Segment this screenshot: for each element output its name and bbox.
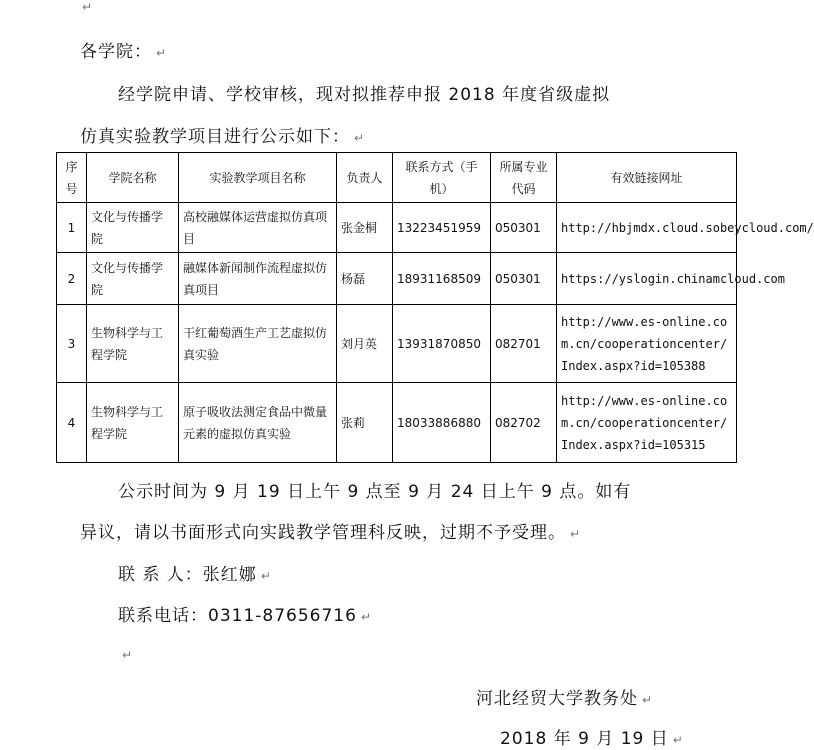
cell-no: 1 <box>57 203 87 253</box>
cell-college: 生物科学与工程学院 <box>87 305 179 383</box>
header-phone: 联系方式（手机） <box>393 153 491 203</box>
header-url: 有效链接网址 <box>557 153 737 203</box>
cell-phone: 18931168509 <box>393 253 491 305</box>
signature-date <box>500 724 684 749</box>
cell-no: 3 <box>57 305 87 383</box>
header-college: 学院名称 <box>87 153 179 203</box>
notice-line-1: 公示时间为 9 月 19 日上午 9 点至 9 月 24 日上午 9 点。如有 <box>118 482 632 502</box>
cell-code: 082702 <box>491 383 557 463</box>
signature-date-text: 2018 年 9 月 19 日 <box>500 729 669 749</box>
table-header-row <box>57 153 737 203</box>
table-row <box>57 305 737 383</box>
header-code: 所属专业代码 <box>491 153 557 203</box>
greeting <box>80 37 167 62</box>
notice-line-2 <box>80 518 581 543</box>
contact-person <box>118 560 272 585</box>
cell-phone: 13223451959 <box>393 203 491 253</box>
paragraph-mark: ↵ <box>354 131 366 145</box>
paragraph-mark: ↵ <box>82 0 94 14</box>
cell-url[interactable]: http://www.es-online.com.cn/cooperationcenter/Index.aspx?id=105315 <box>557 383 737 463</box>
header-leader: 负责人 <box>337 153 393 203</box>
signature-org <box>476 684 653 709</box>
project-table <box>56 152 814 463</box>
paragraph-mark: ↵ <box>360 610 372 624</box>
cell-college: 文化与传播学院 <box>87 203 179 253</box>
cell-code: 050301 <box>491 203 557 253</box>
cell-project: 原子吸收法测定食品中微量元素的虚拟仿真实验 <box>179 383 337 463</box>
cell-code: 082701 <box>491 305 557 383</box>
header-project: 实验教学项目名称 <box>179 153 337 203</box>
paragraph-mark: ↵ <box>570 527 582 541</box>
header-no: 序号 <box>57 153 87 203</box>
cell-url[interactable]: https://yslogin.chinamcloud.com <box>557 253 737 305</box>
table-row <box>57 383 737 463</box>
table-row <box>57 203 737 253</box>
cell-url[interactable]: http://hbjmdx.cloud.sobeycloud.com/ <box>557 203 737 253</box>
intro-line-2-text: 仿真实验教学项目进行公示如下： <box>80 127 350 147</box>
intro-line-2 <box>80 122 365 147</box>
cell-code: 050301 <box>491 253 557 305</box>
cell-college: 生物科学与工程学院 <box>87 383 179 463</box>
cell-no: 4 <box>57 383 87 463</box>
notice-line-2-text: 异议，请以书面形式向实践教学管理科反映，过期不予受理。 <box>80 523 566 543</box>
cell-project: 干红葡萄酒生产工艺虚拟仿真实验 <box>179 305 337 383</box>
cell-leader: 刘月英 <box>337 305 393 383</box>
paragraph-mark: ↵ <box>672 733 684 747</box>
cell-project: 高校融媒体运营虚拟仿真项目 <box>179 203 337 253</box>
cell-leader: 张莉 <box>337 383 393 463</box>
signature-org-text: 河北经贸大学教务处 <box>476 689 638 709</box>
cell-phone: 18033886880 <box>393 383 491 463</box>
cell-leader: 张金桐 <box>337 203 393 253</box>
contact-person-text: 联 系 人：张红娜 <box>118 565 257 585</box>
cell-leader: 杨磊 <box>337 253 393 305</box>
cell-phone: 13931870850 <box>393 305 491 383</box>
cell-college: 文化与传播学院 <box>87 253 179 305</box>
greeting-text: 各学院： <box>80 42 152 62</box>
table-row <box>57 253 737 305</box>
paragraph-mark: ↵ <box>156 46 168 60</box>
contact-phone <box>118 601 372 626</box>
paragraph-mark: ↵ <box>642 693 654 707</box>
cell-url[interactable]: http://www.es-online.com.cn/cooperationcenter/Index.aspx?id=105388 <box>557 305 737 383</box>
contact-phone-text: 联系电话：0311-87656716 <box>118 606 357 626</box>
intro-line-1: 经学院申请、学校审核，现对拟推荐申报 2018 年度省级虚拟 <box>118 85 611 105</box>
paragraph-mark: ↵ <box>122 648 134 662</box>
cell-no: 2 <box>57 253 87 305</box>
paragraph-mark: ↵ <box>260 569 272 583</box>
cell-project: 融媒体新闻制作流程虚拟仿真项目 <box>179 253 337 305</box>
